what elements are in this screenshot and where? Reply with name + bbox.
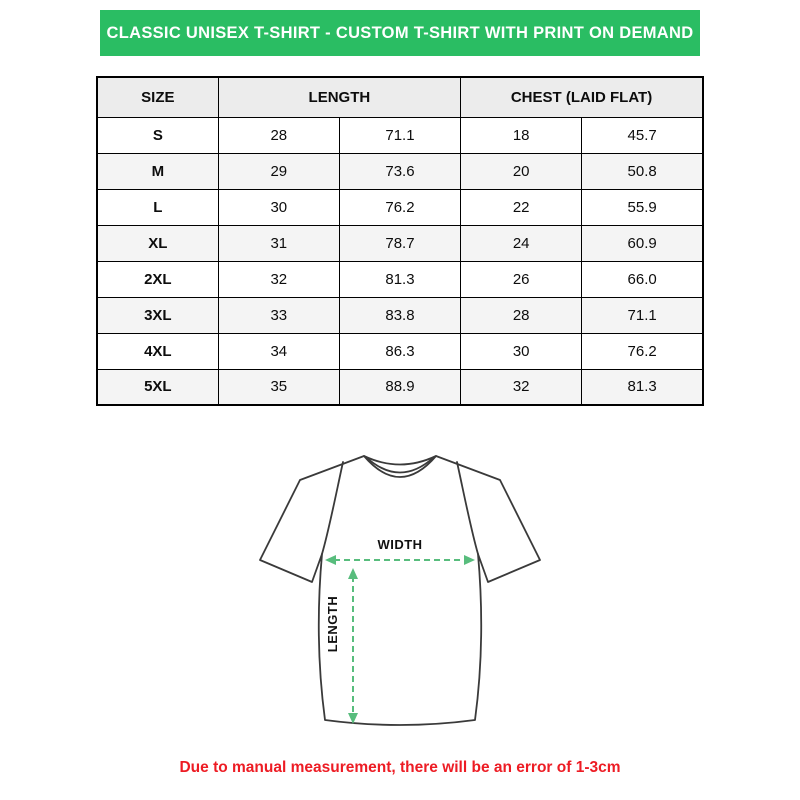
table-row <box>97 297 703 333</box>
length-cm-cell: 76.2 <box>339 189 460 225</box>
chest-in-cell: 32 <box>461 369 582 405</box>
length-label: LENGTH <box>325 595 340 653</box>
table-row <box>97 333 703 369</box>
measurement-diagram <box>240 442 560 747</box>
tshirt-outline <box>260 456 540 725</box>
size-cell: 3XL <box>97 297 218 333</box>
length-cm-cell: 88.9 <box>339 369 460 405</box>
table-row <box>97 261 703 297</box>
chest-in-cell: 26 <box>461 261 582 297</box>
table-row <box>97 225 703 261</box>
size-cell: L <box>97 189 218 225</box>
banner-title: CLASSIC UNISEX T-SHIRT - CUSTOM T-SHIRT WITH PRINT ON DEMAND <box>100 10 700 56</box>
table-header-row <box>97 77 703 117</box>
size-cell: M <box>97 153 218 189</box>
size-cell: 4XL <box>97 333 218 369</box>
chest-in-cell: 20 <box>461 153 582 189</box>
length-in-cell: 35 <box>218 369 339 405</box>
chest-cm-cell: 66.0 <box>582 261 703 297</box>
length-in-cell: 29 <box>218 153 339 189</box>
chest-cm-cell: 50.8 <box>582 153 703 189</box>
chest-cm-cell: 81.3 <box>582 369 703 405</box>
header-chest: CHEST (LAID FLAT) <box>461 77 703 117</box>
length-cm-cell: 71.1 <box>339 117 460 153</box>
length-in-cell: 28 <box>218 117 339 153</box>
size-cell: 5XL <box>97 369 218 405</box>
chest-in-cell: 22 <box>461 189 582 225</box>
chest-in-cell: 28 <box>461 297 582 333</box>
chest-in-cell: 24 <box>461 225 582 261</box>
length-in-cell: 31 <box>218 225 339 261</box>
header-length: LENGTH <box>218 77 460 117</box>
size-cell: S <box>97 117 218 153</box>
size-cell: XL <box>97 225 218 261</box>
table-row <box>97 369 703 405</box>
chest-cm-cell: 76.2 <box>582 333 703 369</box>
length-cm-cell: 78.7 <box>339 225 460 261</box>
size-cell: 2XL <box>97 261 218 297</box>
size-chart-table <box>96 76 704 406</box>
table-row <box>97 117 703 153</box>
tshirt-diagram <box>240 442 560 742</box>
chest-cm-cell: 60.9 <box>582 225 703 261</box>
chest-cm-cell: 55.9 <box>582 189 703 225</box>
length-in-cell: 34 <box>218 333 339 369</box>
chest-in-cell: 18 <box>461 117 582 153</box>
length-cm-cell: 73.6 <box>339 153 460 189</box>
width-label: WIDTH <box>377 537 423 552</box>
table-row <box>97 189 703 225</box>
length-in-cell: 33 <box>218 297 339 333</box>
length-in-cell: 30 <box>218 189 339 225</box>
length-cm-cell: 81.3 <box>339 261 460 297</box>
header-size: SIZE <box>97 77 218 117</box>
chest-cm-cell: 71.1 <box>582 297 703 333</box>
length-in-cell: 32 <box>218 261 339 297</box>
chest-cm-cell: 45.7 <box>582 117 703 153</box>
length-cm-cell: 86.3 <box>339 333 460 369</box>
length-cm-cell: 83.8 <box>339 297 460 333</box>
table-row <box>97 153 703 189</box>
chest-in-cell: 30 <box>461 333 582 369</box>
measurement-note: Due to manual measurement, there will be an error of 1-3cm <box>179 759 621 776</box>
